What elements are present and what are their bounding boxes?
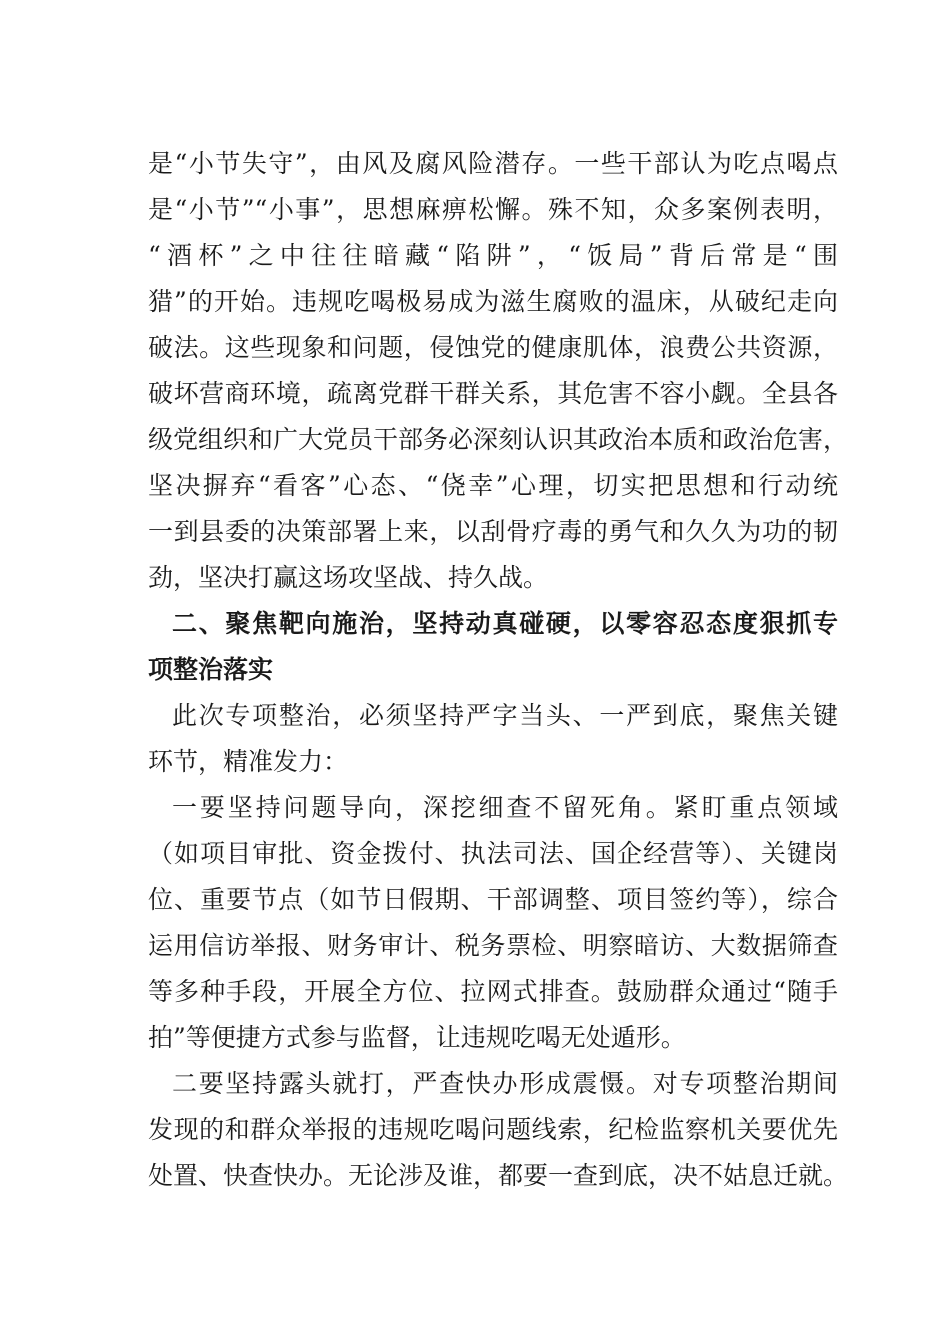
paragraph-4-line-5: 等多种手段，开展全方位、拉网式排查。鼓励群众通过“随手 [148,977,838,1006]
paragraph-5-line-2: 发现的和群众举报的违规吃喝问题线索，纪检监察机关要优先 [148,1115,838,1144]
paragraph-4-line-6: 拍”等便捷方式参与监督，让违规吃喝无处遁形。 [148,1023,686,1052]
paragraph-1-line-7: 级党组织和广大党员干部务必深刻认识其政治本质和政治危害， [148,425,849,454]
paragraph-5-line-3: 处置、快查快办。无论涉及谁，都要一查到底，决不姑息迁就。 [148,1161,849,1190]
paragraph-1-line-9: 一到县委的决策部署上来，以刮骨疗毒的勇气和久久为功的韧 [148,517,838,546]
paragraph-3-line-1: 此次专项整治，必须坚持严字当头、一严到底，聚焦关键 [172,701,838,730]
paragraph-1-line-8: 坚决摒弃“看客”心态、“侥幸”心理，切实把思想和行动统 [148,471,838,500]
paragraph-1-line-3: “酒杯”之中往往暗藏“陷阱”，“饭局”背后常是“围 [148,241,838,270]
paragraph-1-line-1: 是“小节失守”，由风及腐风险潜存。一些干部认为吃点喝点 [148,149,838,178]
paragraph-1-line-4: 猎”的开始。违规吃喝极易成为滋生腐败的温床，从破纪走向 [148,287,838,316]
paragraph-5-line-1: 二要坚持露头就打，严查快办形成震慑。对专项整治期间 [172,1069,838,1098]
paragraph-1-line-2: 是“小节”“小事”，思想麻痹松懈。殊不知，众多案例表明， [148,195,838,224]
paragraph-1-line-6: 破坏营商环境，疏离党群干群关系，其危害不容小觑。全县各 [148,379,838,408]
paragraph-4-line-2: （如项目审批、资金拨付、执法司法、国企经营等）、关键岗 [148,839,838,868]
paragraph-4-line-4: 运用信访举报、财务审计、税务票检、明察暗访、大数据筛查 [148,931,838,960]
paragraph-1-line-10: 劲，坚决打赢这场攻坚战、持久战。 [148,563,549,592]
paragraph-4-line-1: 一要坚持问题导向，深挖细查不留死角。紧盯重点领域 [172,793,838,822]
section-heading-line-1: 二、聚焦靶向施治，坚持动真碰硬，以零容忍态度狠抓专 [172,609,838,638]
paragraph-3-line-2: 环节，精准发力： [148,747,349,776]
section-heading-line-2: 项整治落实 [148,655,274,684]
paragraph-1-line-5: 破法。这些现象和问题，侵蚀党的健康肌体，浪费公共资源， [148,333,838,362]
paragraph-4-line-3: 位、重要节点（如节日假期、干部调整、项目签约等），综合 [148,885,838,914]
